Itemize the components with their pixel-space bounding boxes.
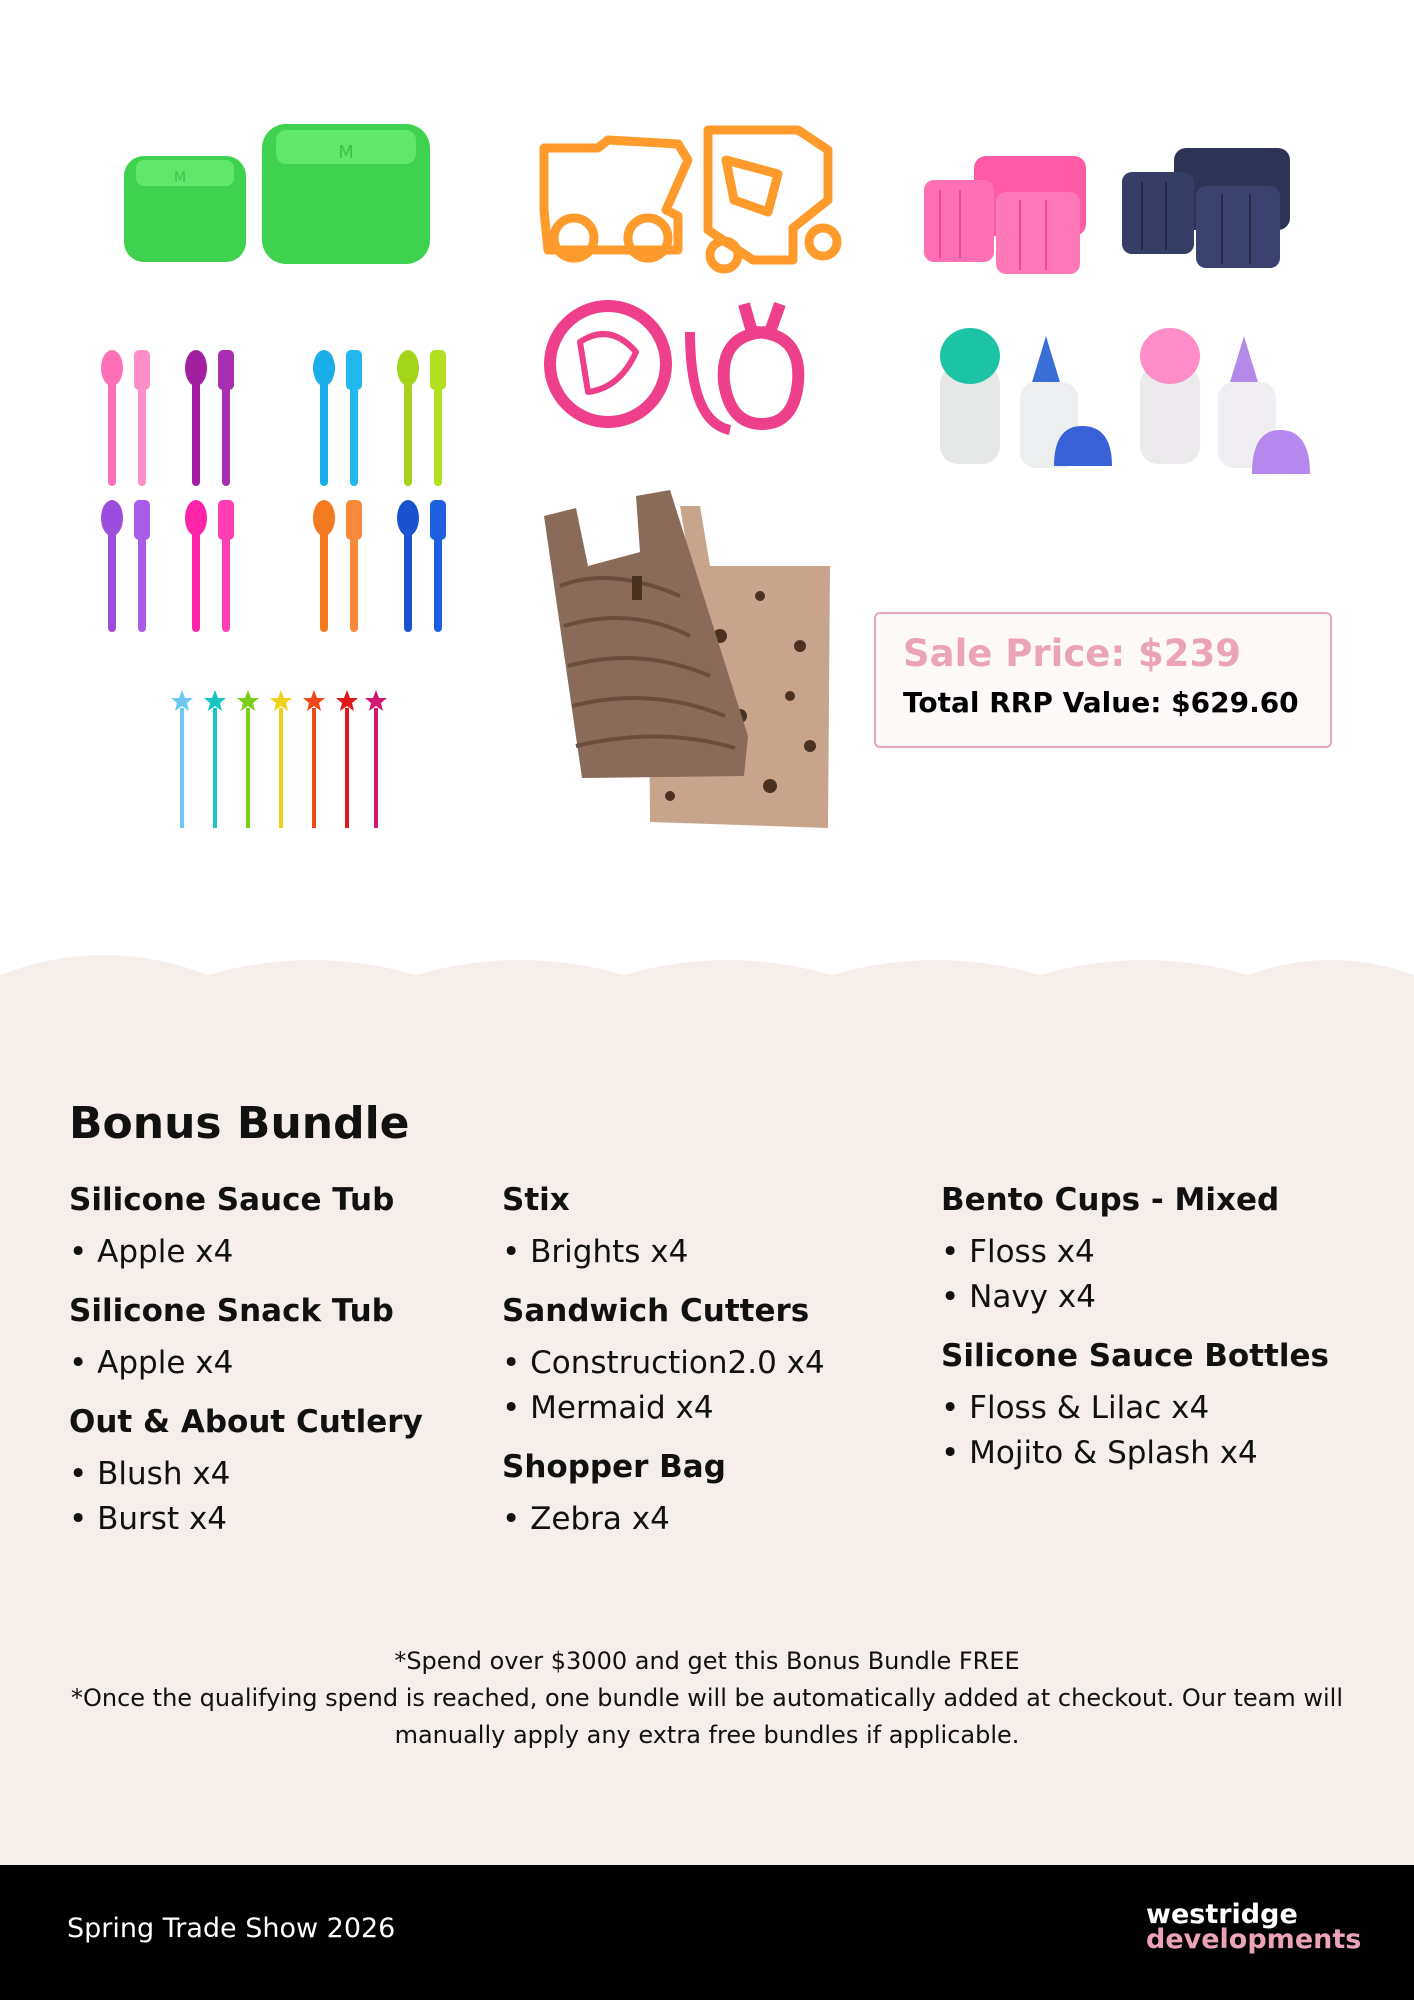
sale-price: Sale Price: $239 [903, 632, 1242, 675]
item-line: • Apple x4 [69, 1345, 234, 1381]
sauce-bottles-image [936, 326, 1316, 478]
stix-image [170, 690, 390, 836]
item-group [69, 1400, 423, 1542]
item-group [502, 1445, 825, 1542]
item-line: • Mojito & Splash x4 [941, 1435, 1258, 1471]
logo-line-1: westridge [1146, 1899, 1298, 1930]
item-group [502, 1178, 825, 1275]
footer [0, 1865, 1414, 2000]
bento-cups-image [920, 140, 1300, 280]
checkout-note: *Once the qualifying spend is reached, one bundle will be automatically added at checkout. Our team will manually apply any extra free bundles if applicable. [70, 1684, 1344, 1749]
silicone-tubs-image [118, 118, 438, 268]
item-line: • Apple x4 [69, 1234, 234, 1270]
item-heading: Bento Cups - Mixed [941, 1182, 1280, 1218]
item-heading: Sandwich Cutters [502, 1293, 810, 1329]
product-showcase [0, 0, 1414, 980]
item-group [502, 1289, 825, 1431]
item-line: • Burst x4 [69, 1501, 228, 1537]
bundle-column-3 [941, 1178, 1329, 1490]
spend-note: *Spend over $3000 and get this Bonus Bundle FREE [394, 1647, 1020, 1675]
item-line: • Blush x4 [69, 1456, 231, 1492]
rrp-value: Total RRP Value: $629.60 [903, 686, 1299, 719]
construction-cutter-image [538, 120, 843, 275]
wave-divider [0, 940, 1414, 1000]
item-line: • Floss & Lilac x4 [941, 1390, 1210, 1426]
item-group [69, 1289, 423, 1386]
bundle-column-1 [69, 1178, 423, 1556]
item-heading: Shopper Bag [502, 1449, 726, 1485]
shopper-bag-image [540, 486, 840, 832]
item-line: • Construction2.0 x4 [502, 1345, 825, 1381]
item-heading: Out & About Cutlery [69, 1404, 423, 1440]
brand-logo [1146, 1899, 1362, 1955]
item-heading: Stix [502, 1182, 570, 1218]
item-line: • Navy x4 [941, 1279, 1096, 1315]
cutlery-image [98, 346, 458, 636]
item-line: • Mermaid x4 [502, 1390, 714, 1426]
item-line: • Brights x4 [502, 1234, 689, 1270]
item-heading: Silicone Sauce Tub [69, 1182, 395, 1218]
logo-line-2: developments [1146, 1924, 1362, 1955]
mermaid-cutter-image [540, 292, 830, 442]
item-line: • Floss x4 [941, 1234, 1095, 1270]
item-group [69, 1178, 423, 1275]
event-name: Spring Trade Show 2026 [67, 1913, 396, 1944]
item-heading: Silicone Snack Tub [69, 1293, 394, 1329]
svg-text:M: M [338, 142, 354, 163]
item-heading: Silicone Sauce Bottles [941, 1338, 1329, 1374]
bundle-column-2 [502, 1178, 825, 1556]
item-group [941, 1178, 1329, 1320]
item-line: • Zebra x4 [502, 1501, 670, 1537]
item-group [941, 1334, 1329, 1476]
price-box [874, 612, 1332, 748]
fine-print [60, 1643, 1354, 1754]
bundle-title: Bonus Bundle [69, 1098, 410, 1149]
svg-text:M: M [173, 170, 187, 186]
